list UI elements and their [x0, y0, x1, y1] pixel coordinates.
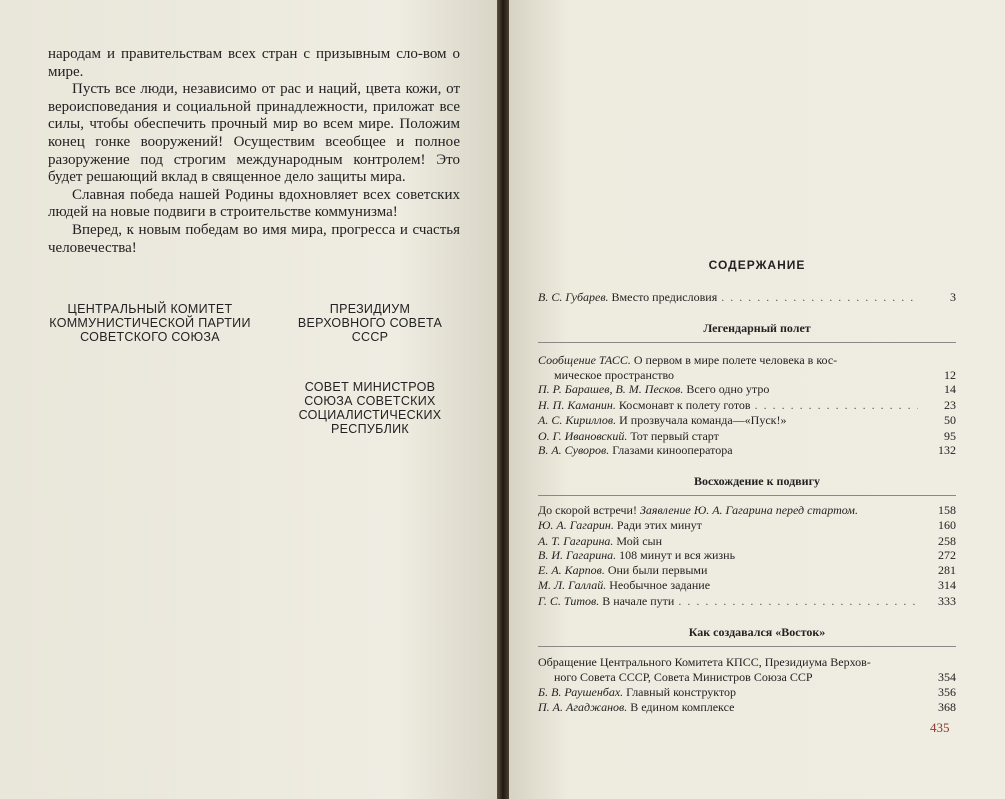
toc-title: 108 минут и вся жизнь [619, 548, 736, 562]
appeal-text [48, 46, 460, 257]
toc-entry [538, 503, 956, 518]
signature-line: СОЮЗА СОВЕТСКИХ [304, 394, 436, 408]
toc-title-cont: мическое пространство [554, 367, 675, 382]
toc-title: В едином комплексе [630, 700, 735, 714]
toc-entry [538, 353, 956, 382]
page-number: 435 [930, 720, 950, 735]
signature-line: СОЦИАЛИСТИЧЕСКИХ [298, 408, 442, 422]
section-title: Как создавался «Восток» [688, 625, 826, 639]
toc-note: Заявление Ю. А. Гагарина перед стартом. [639, 503, 858, 517]
toc-title: Главный конструктор [626, 685, 737, 699]
toc-page: 23 [944, 398, 956, 412]
toc-page: 258 [938, 534, 956, 548]
signature-line: СОВЕТ МИНИСТРОВ [304, 380, 436, 394]
toc-page: 354 [938, 669, 956, 684]
toc-title: И прозвучала команда—«Пуск!» [619, 413, 787, 427]
contents-title: СОДЕРЖАНИЕ [708, 258, 806, 272]
paragraph: Пусть все люди, независимо от рас и наций, цвета кожи, от вероисповедания и социальной принадлежности, приложат все силы, чтобы обеспечить прочный мир во всем мире. Положим конец гонке вооружений! Осуществим всеобщее и полное разоружение под строгим международным контролем! Это будет решающий вклад в священное дело защиты мира. [48, 81, 460, 186]
toc-author: В. И. Гагарина. [538, 548, 617, 562]
toc-title: Всего одно утро [686, 382, 770, 396]
toc-title: Мой сын [616, 534, 663, 548]
toc-title: Вместо предисловия [611, 290, 718, 304]
toc-entry [538, 443, 956, 458]
toc-author: Ю. А. Гагарин. [538, 518, 614, 532]
toc-author: Н. П. Каманин. [538, 398, 616, 412]
toc-entry [538, 382, 956, 397]
toc-entry [538, 655, 956, 684]
toc-author: М. Л. Галлай. [538, 578, 607, 592]
toc-title: Глазами кинооператора [612, 443, 733, 457]
toc-entry [538, 548, 956, 563]
toc-page: 95 [944, 429, 956, 443]
section-title: Восхождение к подвигу [693, 474, 821, 488]
signature-presidium [280, 302, 460, 344]
signature-line: СОВЕТСКОГО СОЮЗА [80, 330, 220, 344]
toc-title: Необычное задание [609, 578, 711, 592]
section-title: Легендарный полет [703, 321, 811, 335]
toc-page: 3 [950, 290, 956, 304]
book-spine [497, 0, 509, 799]
section-divider [538, 646, 956, 647]
toc-author: В. А. Суворов. [538, 443, 610, 457]
toc-page: 272 [938, 548, 956, 562]
toc-entry [538, 700, 956, 715]
toc-author: П. А. Агаджанов. [538, 700, 628, 714]
toc-page: 132 [938, 443, 956, 457]
toc-title: О первом в мире полете человека в кос- [633, 353, 838, 367]
toc-entry [538, 398, 956, 413]
toc-page: 160 [938, 518, 956, 532]
toc-entry [538, 594, 956, 609]
toc-entry [538, 534, 956, 549]
toc-author: Г. С. Титов. [538, 594, 600, 608]
signature-line: СССР [351, 330, 389, 344]
toc-entry [538, 685, 956, 700]
signature-council-of-ministers [280, 380, 460, 436]
section-divider [538, 495, 956, 496]
signature-line: РЕСПУБЛИК [331, 422, 409, 436]
toc-entry [538, 429, 956, 444]
toc-page: 50 [944, 413, 956, 427]
toc-author: Сообщение ТАСС. [538, 353, 631, 367]
paragraph: Славная победа нашей Родины вдохновляет всех советских людей на новые подвиги в строительстве коммунизма! [48, 186, 460, 221]
toc-entry [538, 578, 956, 593]
toc-title-cont: ного Совета СССР, Совета Министров Союза ССР [554, 669, 813, 684]
toc-entry [538, 563, 956, 578]
toc-title: Тот первый старт [630, 429, 719, 443]
toc-author: А. С. Кириллов. [538, 413, 617, 427]
toc-page: 12 [944, 367, 956, 382]
signature-line: ВЕРХОВНОГО СОВЕТА [297, 316, 443, 330]
toc-author: Б. В. Раушенбах. [538, 685, 624, 699]
toc-author: В. С. Губарев. [538, 290, 609, 304]
toc-entry [538, 518, 956, 533]
toc-page: 356 [938, 685, 956, 699]
signature-line: ПРЕЗИДИУМ [329, 302, 411, 316]
toc-title: Космонавт к полету готов [618, 398, 751, 412]
toc-page: 281 [938, 563, 956, 577]
toc-page: 158 [938, 503, 956, 517]
signature-central-committee [40, 302, 260, 344]
toc-page: 368 [938, 700, 956, 714]
signature-line: ЦЕНТРАЛЬНЫЙ КОМИТЕТ [67, 302, 233, 316]
toc-title: Они были первыми [607, 563, 708, 577]
toc-title: Обращение Центрального Комитета КПСС, Президиума Верхов- [538, 655, 871, 669]
toc-author: О. Г. Ивановский. [538, 429, 628, 443]
toc-title: Ради этих минут [616, 518, 702, 532]
paragraph: Вперед, к новым победам во имя мира, прогресса и счастья человечества! [48, 221, 460, 256]
toc-page: 333 [938, 594, 956, 608]
toc-author: П. Р. Барашев, В. М. Песков. [538, 382, 684, 396]
section-divider [538, 342, 956, 343]
toc-author: А. Т. Гагарина. [538, 534, 614, 548]
signature-line: КОММУНИСТИЧЕСКОЙ ПАРТИИ [49, 316, 251, 330]
toc-page: 14 [944, 382, 956, 396]
toc-page: 314 [938, 578, 956, 592]
toc-author: Е. А. Карпов. [538, 563, 605, 577]
paragraph: народам и правительствам всех стран с призывным сло-вом о мире. [48, 46, 460, 80]
toc-entry [538, 290, 956, 305]
toc-title: До скорой встречи! [538, 503, 637, 517]
toc-title: В начале пути [602, 594, 675, 608]
toc-entry [538, 413, 956, 428]
